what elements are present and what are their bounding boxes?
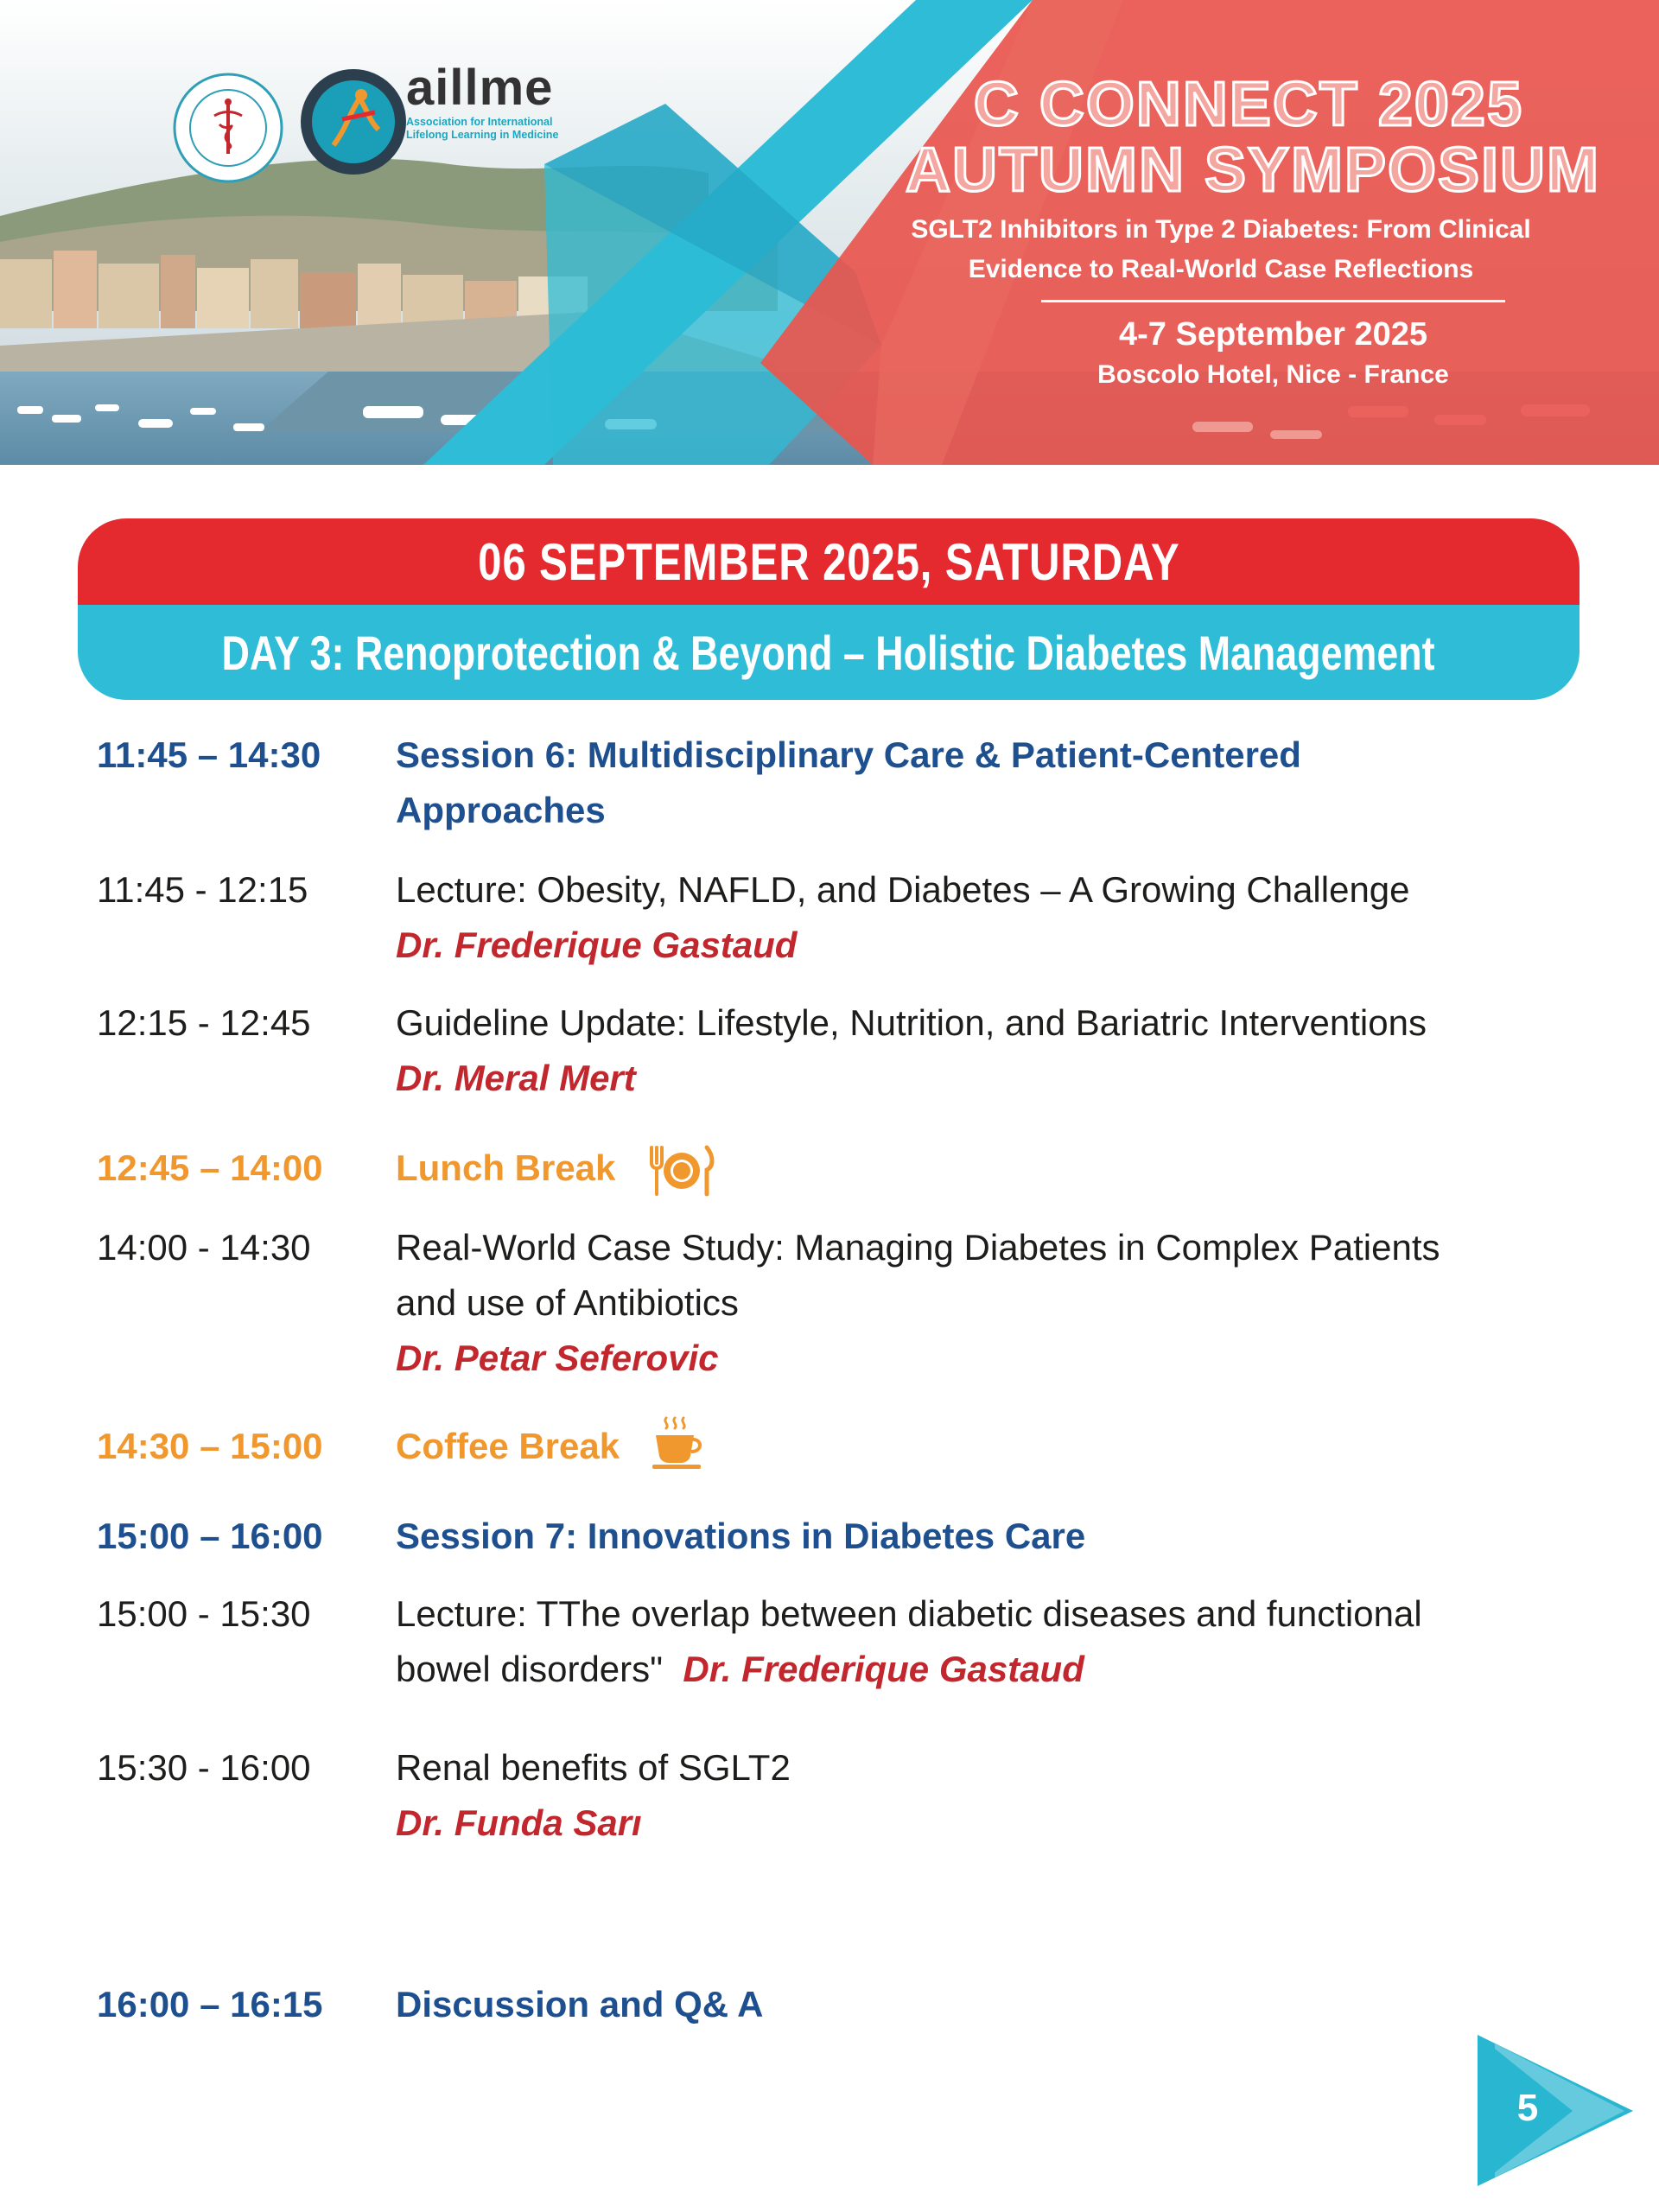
day-date: 06 SEPTEMBER 2025, SATURDAY bbox=[477, 532, 1180, 591]
aillme-subtitle-1: Association for International bbox=[406, 116, 553, 128]
title-divider bbox=[1041, 300, 1505, 302]
row-time: 15:00 - 15:30 bbox=[97, 1593, 311, 1634]
row-title: Discussion and Q& A bbox=[396, 1984, 764, 2024]
row-title-line2-wrap bbox=[396, 1642, 1649, 1697]
symposium-subtitle-line1: SGLT2 Inhibitors in Type 2 Diabetes: From Clinical bbox=[911, 215, 1531, 244]
row-content bbox=[396, 862, 1649, 973]
coffee-cup-icon bbox=[651, 1414, 706, 1471]
row-title: Lunch Break bbox=[396, 1147, 616, 1188]
row-title-line1: Lecture: TThe overlap between diabetic diseases and functional bbox=[396, 1593, 1422, 1634]
page-number: 5 bbox=[1516, 2087, 1539, 2129]
day-theme: DAY 3: Renoprotection & Beyond – Holistic Diabetes Management bbox=[221, 625, 1436, 680]
row-time: 12:15 - 12:45 bbox=[97, 1002, 311, 1043]
row-content bbox=[396, 1141, 1649, 1198]
page-arrow-icon bbox=[1478, 2035, 1633, 2186]
row-content bbox=[396, 1586, 1649, 1697]
plate-cutlery-icon bbox=[646, 1144, 717, 1198]
row-speaker: Dr. Frederique Gastaud bbox=[683, 1649, 1084, 1689]
row-title-line2: and use of Antibiotics bbox=[396, 1282, 739, 1323]
row-content bbox=[396, 1419, 1649, 1474]
row-title bbox=[396, 728, 1649, 838]
row-time: 12:45 – 14:00 bbox=[97, 1147, 323, 1188]
row-title: Session 7: Innovations in Diabetes Care bbox=[396, 1516, 1086, 1556]
row-time: 14:00 - 14:30 bbox=[97, 1227, 311, 1268]
row-title-line2: Approaches bbox=[396, 790, 606, 830]
symposium-title-1: C CONNECT 2025 bbox=[973, 70, 1523, 139]
day-theme-bar bbox=[78, 605, 1580, 700]
day-header bbox=[78, 518, 1580, 700]
day-date-bar bbox=[78, 518, 1580, 605]
row-time: 11:45 – 14:30 bbox=[97, 734, 321, 775]
row-speaker: Dr. Funda Sarı bbox=[396, 1802, 642, 1843]
symposium-title-2: AUTUMN SYMPOSIUM bbox=[906, 136, 1600, 205]
symposium-subtitle-line2: Evidence to Real-World Case Reflections bbox=[968, 255, 1474, 283]
row-time: 15:30 - 16:00 bbox=[97, 1747, 311, 1788]
row-speaker: Dr. Frederique Gastaud bbox=[396, 925, 798, 965]
symposium-venue: Boscolo Hotel, Nice - France bbox=[1097, 360, 1449, 389]
aillme-emblem-logo bbox=[299, 67, 408, 176]
row-time: 14:30 – 15:00 bbox=[97, 1426, 323, 1466]
row-content bbox=[396, 1220, 1649, 1386]
header-banner bbox=[0, 0, 1659, 465]
aillme-name: aillme bbox=[406, 60, 554, 116]
row-title: Lecture: Obesity, NAFLD, and Diabetes – A Growing Challenge bbox=[396, 869, 1410, 910]
row-title-line1: Session 6: Multidisciplinary Care & Patient-Centered bbox=[396, 734, 1301, 775]
row-title-line1: Real-World Case Study: Managing Diabetes in Complex Patients bbox=[396, 1227, 1440, 1268]
row-time: 15:00 – 16:00 bbox=[97, 1516, 323, 1556]
row-speaker: Dr. Petar Seferovic bbox=[396, 1338, 719, 1378]
symposium-dates: 4-7 September 2025 bbox=[1119, 316, 1427, 353]
aillme-subtitle-2: Lifelong Learning in Medicine bbox=[406, 129, 559, 141]
akademik-dahiliye-seal-logo bbox=[171, 71, 285, 185]
row-content bbox=[396, 1740, 1649, 1851]
row-title-line2: bowel disorders" bbox=[396, 1649, 664, 1689]
row-time: 11:45 - 12:15 bbox=[97, 869, 308, 910]
row-speaker: Dr. Meral Mert bbox=[396, 1058, 636, 1098]
symposium-subtitle bbox=[901, 210, 1541, 289]
row-content bbox=[396, 995, 1649, 1106]
row-title: Guideline Update: Lifestyle, Nutrition, and Bariatric Interventions bbox=[396, 1002, 1427, 1043]
aillme-wordmark bbox=[406, 60, 558, 142]
row-title: Coffee Break bbox=[396, 1426, 620, 1466]
row-title: Renal benefits of SGLT2 bbox=[396, 1747, 791, 1788]
row-time: 16:00 – 16:15 bbox=[97, 1984, 323, 2024]
